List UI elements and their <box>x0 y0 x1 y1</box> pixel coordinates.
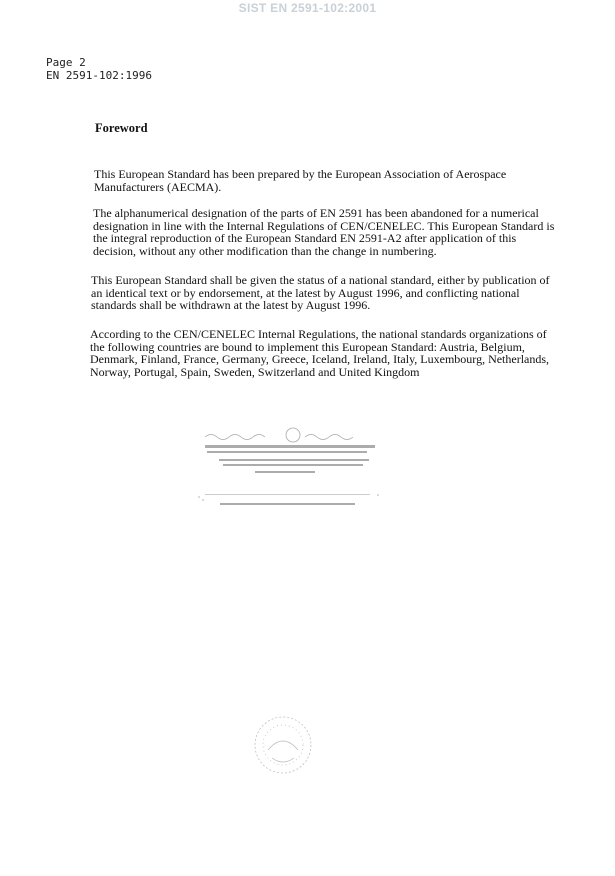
paragraph-line: The alphanumerical designation of the parts of EN 2591 has been abandoned for a numerical <box>93 206 539 220</box>
watermark-header: SIST EN 2591-102:2001 <box>238 1 377 15</box>
paragraph-line: an identical text or by endorsement, at the latest by August 1996, and conflicting national <box>91 285 520 300</box>
paragraph-countries <box>90 328 565 378</box>
paragraph-preparation <box>94 168 554 193</box>
paragraph-designation <box>93 207 563 257</box>
foreword-heading: Foreword <box>95 121 148 135</box>
paragraph-line: the following countries are bound to implement this European Standard: Austria, Belgium, <box>90 339 525 354</box>
paragraph-line: Denmark, Finland, France, Germany, Greece, Iceland, Ireland, Italy, Luxembourg, Netherlands, <box>90 352 550 367</box>
paragraph-line: This European Standard shall be given the status of a national standard, either by publication of <box>91 273 550 287</box>
paragraph-line: Manufacturers (AECMA). <box>94 179 222 194</box>
paragraph-line: standards shall be withdrawn at the latest by August 1996. <box>91 298 371 313</box>
paragraph-line: According to the CEN/CENELEC Internal Regulations, the national standards organizations of <box>90 327 547 341</box>
paragraph-line: the integral reproduction of the European Standard EN 2591-A2 after application of this <box>93 231 517 246</box>
round-seal <box>248 710 318 780</box>
paragraph-line: designation in line with the Internal Regulations of CEN/CENELEC. This European Standard is <box>93 218 555 233</box>
paragraph-line: Norway, Portugal, Spain, Sweden, Switzerland and United Kingdom <box>90 364 420 379</box>
paragraph-status <box>91 274 561 312</box>
page-number: Page 2 <box>46 56 86 69</box>
document-id: EN 2591-102:1996 <box>46 69 152 82</box>
faded-stamp <box>195 425 385 515</box>
page-reference <box>46 56 152 82</box>
paragraph-line: decision, without any other modification than the change in numbering. <box>93 243 437 258</box>
paragraph-line: This European Standard has been prepared by the European Association of Aerospace <box>94 167 507 181</box>
